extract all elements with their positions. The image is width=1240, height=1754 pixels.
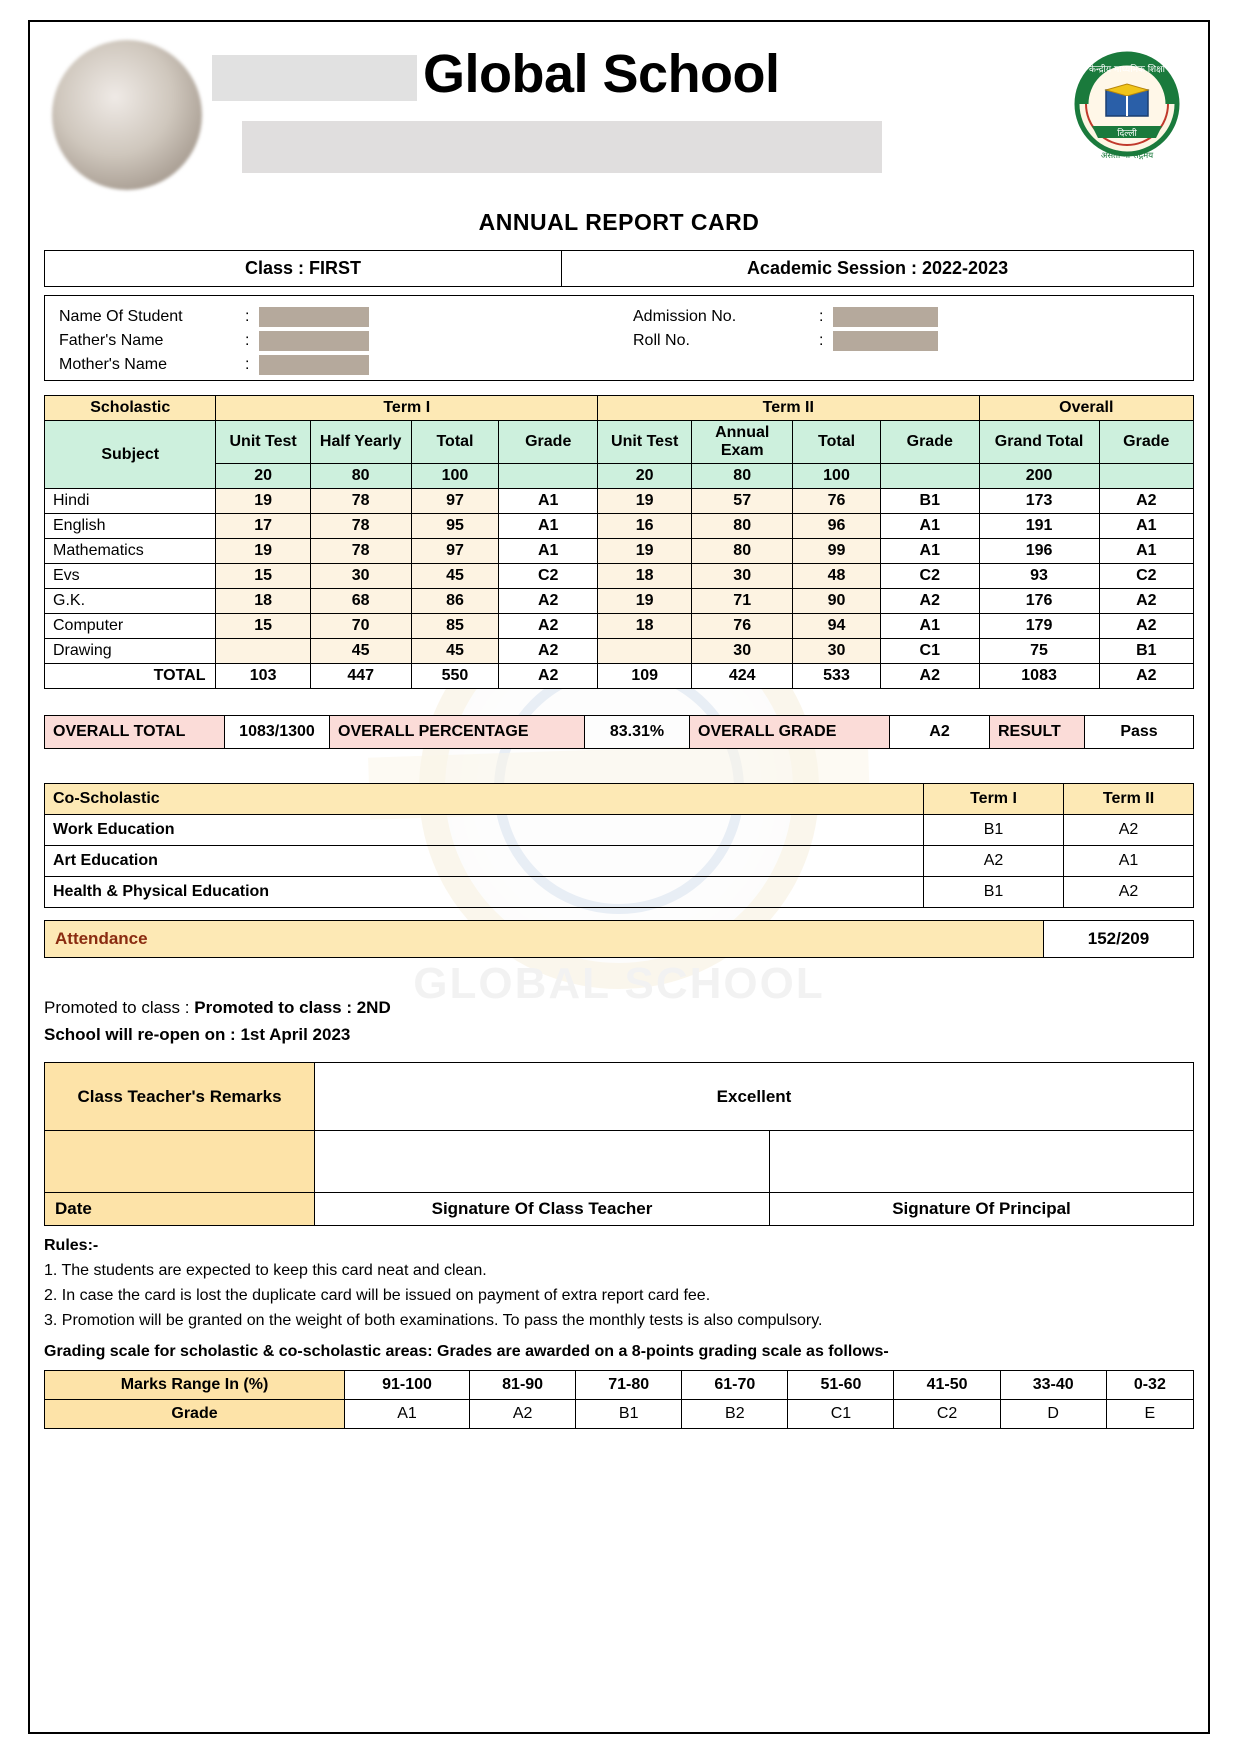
overall-grade: A2 [1099, 614, 1193, 639]
father-name-value-redacted [259, 331, 369, 351]
t1-unit: 18 [216, 589, 310, 614]
t1-unit: 15 [216, 614, 310, 639]
range-cell: 33-40 [1000, 1371, 1106, 1400]
t1-half: 68 [310, 589, 411, 614]
table-row [45, 539, 1194, 564]
principal-sign-blank[interactable] [770, 1131, 1194, 1193]
max-t2-total: 100 [793, 464, 881, 489]
subject-name: Computer [45, 614, 216, 639]
teacher-sign-label: Signature Of Class Teacher [315, 1193, 770, 1226]
svg-text:असतो मा सद्गमय: असतो मा सद्गमय [1100, 151, 1154, 161]
rule-item-1: 1. The students are expected to keep this card neat and clean. [44, 1262, 487, 1280]
student-name-label: Name Of Student [59, 308, 183, 325]
t1-unit: 19 [216, 539, 310, 564]
t2-annual: 76 [692, 614, 793, 639]
subject-name: Drawing [45, 639, 216, 664]
reopen-value: 1st April 2023 [240, 1025, 351, 1045]
overall-percentage-value: 83.31% [585, 716, 690, 749]
table-row [45, 846, 1194, 877]
grade-cell: A1 [345, 1400, 470, 1429]
co-term1-header: Term I [924, 784, 1064, 815]
max-t1-half: 80 [310, 464, 411, 489]
table-row [45, 877, 1194, 908]
max-t2-grade [880, 464, 979, 489]
subject-name: English [45, 514, 216, 539]
overall-summary-strip [44, 715, 1194, 749]
t2-total: 90 [793, 589, 881, 614]
rules-section [44, 1234, 1194, 1364]
t2-grade: A2 [880, 589, 979, 614]
t2-annual: 57 [692, 489, 793, 514]
range-cell: 81-90 [470, 1371, 576, 1400]
overall-grade: A1 [1099, 539, 1193, 564]
total-overall-grade: A2 [1099, 664, 1193, 689]
colon-4: : [819, 308, 824, 325]
t2-unit: 18 [598, 614, 692, 639]
date-cell-blank [45, 1131, 315, 1193]
table-row [45, 639, 1194, 664]
range-cell: 0-32 [1106, 1371, 1193, 1400]
admission-no-value-redacted [833, 307, 938, 327]
grade-cell: C2 [894, 1400, 1000, 1429]
marks-range-label: Marks Range In (%) [45, 1371, 345, 1400]
colon-3: : [245, 356, 250, 373]
t1-half: 45 [310, 639, 411, 664]
grand-total: 75 [979, 639, 1099, 664]
scholastic-table [44, 395, 1194, 689]
rules-title: Rules:- [44, 1237, 99, 1255]
admission-no-label: Admission No. [633, 308, 737, 325]
promoted-prefix: Promoted to class : [44, 998, 195, 1017]
subject-name: G.K. [45, 589, 216, 614]
co-term2-grade: A2 [1064, 877, 1194, 908]
co-scholastic-label: Co-Scholastic [45, 784, 924, 815]
col-t2-total: Total [793, 421, 881, 464]
max-t2-annual: 80 [692, 464, 793, 489]
t1-half: 78 [310, 539, 411, 564]
range-cell: 91-100 [345, 1371, 470, 1400]
col-t1-half-yearly: Half Yearly [310, 421, 411, 464]
t2-total: 48 [793, 564, 881, 589]
remarks-table [44, 1062, 1194, 1226]
colon-2: : [245, 332, 250, 349]
t2-annual: 30 [692, 564, 793, 589]
grand-total: 179 [979, 614, 1099, 639]
t1-total: 45 [411, 564, 499, 589]
subject-name: Evs [45, 564, 216, 589]
t2-grade: A1 [880, 539, 979, 564]
co-term2-header: Term II [1064, 784, 1194, 815]
t1-total: 45 [411, 639, 499, 664]
co-term1-grade: B1 [924, 877, 1064, 908]
t2-unit: 16 [598, 514, 692, 539]
student-info-box [44, 295, 1194, 381]
t2-grade: C1 [880, 639, 979, 664]
subject-name: Mathematics [45, 539, 216, 564]
co-scholastic-table [44, 783, 1194, 908]
result-label: RESULT [990, 716, 1085, 749]
grade-cell: B2 [682, 1400, 788, 1429]
range-cell: 61-70 [682, 1371, 788, 1400]
total-t1-half: 447 [310, 664, 411, 689]
t2-total: 96 [793, 514, 881, 539]
watermark-text: GLOBAL SCHOOL [413, 958, 825, 1008]
scholastic-section-label: Scholastic [45, 396, 216, 421]
max-t1-unit: 20 [216, 464, 310, 489]
range-cell: 71-80 [576, 1371, 682, 1400]
max-overall-grade [1099, 464, 1193, 489]
t2-annual: 80 [692, 539, 793, 564]
max-grand-total: 200 [979, 464, 1099, 489]
grading-scale-table [44, 1370, 1194, 1429]
grand-total: 191 [979, 514, 1099, 539]
grade-cell: D [1000, 1400, 1106, 1429]
father-name-label: Father's Name [59, 332, 164, 349]
page-title: ANNUAL REPORT CARD [478, 209, 760, 235]
grade-cell: C1 [788, 1400, 894, 1429]
report-card-page [28, 20, 1210, 1734]
col-t2-grade: Grade [880, 421, 979, 464]
t2-total: 76 [793, 489, 881, 514]
mother-name-value-redacted [259, 355, 369, 375]
t2-annual: 80 [692, 514, 793, 539]
overall-total-value: 1083/1300 [225, 716, 330, 749]
t1-half: 70 [310, 614, 411, 639]
mother-name-label: Mother's Name [59, 356, 167, 373]
t1-total: 86 [411, 589, 499, 614]
colon-1: : [245, 308, 250, 325]
class-label: Class : FIRST [45, 251, 562, 287]
t2-grade: B1 [880, 489, 979, 514]
col-t1-total: Total [411, 421, 499, 464]
remarks-label: Class Teacher's Remarks [45, 1063, 315, 1131]
term1-header: Term I [216, 396, 598, 421]
col-t2-unit-test: Unit Test [598, 421, 692, 464]
t1-grade: A2 [499, 614, 598, 639]
t2-unit: 19 [598, 589, 692, 614]
date-label: Date [45, 1193, 315, 1226]
col-grand-total: Grand Total [979, 421, 1099, 464]
grade-cell: B1 [576, 1400, 682, 1429]
t2-unit: 19 [598, 539, 692, 564]
rule-item-3: 3. Promotion will be granted on the weight of both examinations. To pass the monthly tests is also compulsory. [44, 1311, 823, 1329]
t1-grade: A2 [499, 589, 598, 614]
grade-cell: E [1106, 1400, 1193, 1429]
t1-total: 95 [411, 514, 499, 539]
co-term1-grade: B1 [924, 815, 1064, 846]
class-session-band [44, 250, 1194, 287]
svg-text:केन्द्रीय माध्यमिक शिक्षा: केन्द्रीय माध्यमिक शिक्षा [1089, 65, 1165, 75]
total-t2-annual: 424 [692, 664, 793, 689]
total-t2-grade: A2 [880, 664, 979, 689]
t2-unit: 19 [598, 489, 692, 514]
t2-annual: 30 [692, 639, 793, 664]
cbse-logo-icon [1066, 46, 1188, 168]
table-row [45, 815, 1194, 846]
table-row [45, 489, 1194, 514]
total-t1-total: 550 [411, 664, 499, 689]
overall-grade: C2 [1099, 564, 1193, 589]
overall-grade-label: OVERALL GRADE [690, 716, 890, 749]
student-photo [52, 40, 202, 190]
t1-grade: C2 [499, 564, 598, 589]
co-term2-grade: A2 [1064, 815, 1194, 846]
overall-grade: A1 [1099, 514, 1193, 539]
t1-grade: A1 [499, 514, 598, 539]
term2-header: Term II [598, 396, 980, 421]
grand-total: 93 [979, 564, 1099, 589]
principal-sign-label: Signature Of Principal [770, 1193, 1194, 1226]
overall-grade-value: A2 [890, 716, 990, 749]
table-row [45, 564, 1194, 589]
overall-percentage-label: OVERALL PERCENTAGE [330, 716, 585, 749]
co-term1-grade: A2 [924, 846, 1064, 877]
t1-unit: 19 [216, 489, 310, 514]
overall-total-label: OVERALL TOTAL [45, 716, 225, 749]
promotion-section [44, 994, 1194, 1048]
total-row [45, 664, 1194, 689]
student-name-value-redacted [259, 307, 369, 327]
attendance-row [44, 920, 1194, 958]
t2-grade: A1 [880, 614, 979, 639]
total-t2-total: 533 [793, 664, 881, 689]
grade-row-label: Grade [45, 1400, 345, 1429]
t2-unit [598, 639, 692, 664]
t2-total: 99 [793, 539, 881, 564]
t2-grade: C2 [880, 564, 979, 589]
t1-grade: A2 [499, 639, 598, 664]
colon-5: : [819, 332, 824, 349]
svg-text:दिल्ली: दिल्ली [1117, 129, 1137, 139]
total-label: TOTAL [45, 664, 216, 689]
reopen-label: School will re-open on : [44, 1025, 241, 1045]
grade-cell: A2 [470, 1400, 576, 1429]
t1-total: 85 [411, 614, 499, 639]
total-grand-total: 1083 [979, 664, 1099, 689]
overall-grade: A2 [1099, 489, 1193, 514]
redacted-block-address [242, 121, 882, 173]
grading-note: Grading scale for scholastic & co-scholastic areas: Grades are awarded on a 8-points grading scale as follows- [44, 1342, 889, 1360]
remarks-value: Excellent [315, 1063, 1194, 1131]
t2-grade: A1 [880, 514, 979, 539]
teacher-sign-blank[interactable] [315, 1131, 770, 1193]
t2-total: 30 [793, 639, 881, 664]
max-t2-unit: 20 [598, 464, 692, 489]
t1-total: 97 [411, 539, 499, 564]
t1-half: 78 [310, 489, 411, 514]
session-label: Academic Session : 2022-2023 [562, 251, 1194, 287]
t1-grade: A1 [499, 539, 598, 564]
rule-item-2: 2. In case the card is lost the duplicate card will be issued on payment of extra report card fee. [44, 1286, 711, 1304]
t1-half: 30 [310, 564, 411, 589]
t1-grade: A1 [499, 489, 598, 514]
t2-annual: 71 [692, 589, 793, 614]
grand-total: 176 [979, 589, 1099, 614]
subject-name: Hindi [45, 489, 216, 514]
grand-total: 196 [979, 539, 1099, 564]
result-value: Pass [1085, 716, 1194, 749]
col-overall-grade: Grade [1099, 421, 1193, 464]
range-cell: 51-60 [788, 1371, 894, 1400]
overall-grade: A2 [1099, 589, 1193, 614]
table-row [45, 514, 1194, 539]
col-t1-grade: Grade [499, 421, 598, 464]
t1-unit [216, 639, 310, 664]
overall-grade: B1 [1099, 639, 1193, 664]
co-activity-name: Art Education [45, 846, 924, 877]
redacted-block-left [212, 55, 417, 101]
t1-total: 97 [411, 489, 499, 514]
t2-total: 94 [793, 614, 881, 639]
table-row [45, 589, 1194, 614]
total-t2-unit: 109 [598, 664, 692, 689]
col-t2-annual-exam: Annual Exam [692, 421, 793, 464]
max-t1-grade [499, 464, 598, 489]
page-header [30, 22, 1208, 207]
roll-no-value-redacted [833, 331, 938, 351]
co-activity-name: Health & Physical Education [45, 877, 924, 908]
attendance-label: Attendance [45, 921, 1044, 958]
attendance-value: 152/209 [1044, 921, 1194, 958]
subject-header: Subject [45, 421, 216, 489]
roll-no-label: Roll No. [633, 332, 690, 349]
co-term2-grade: A1 [1064, 846, 1194, 877]
t1-unit: 15 [216, 564, 310, 589]
t2-unit: 18 [598, 564, 692, 589]
promoted-value: Promoted to class : 2ND [194, 998, 391, 1017]
grand-total: 173 [979, 489, 1099, 514]
total-t1-grade: A2 [499, 664, 598, 689]
t1-half: 78 [310, 514, 411, 539]
table-row [45, 614, 1194, 639]
total-t1-unit: 103 [216, 664, 310, 689]
max-t1-total: 100 [411, 464, 499, 489]
co-activity-name: Work Education [45, 815, 924, 846]
school-name: Global School [423, 44, 780, 104]
range-cell: 41-50 [894, 1371, 1000, 1400]
col-t1-unit-test: Unit Test [216, 421, 310, 464]
t1-unit: 17 [216, 514, 310, 539]
overall-header: Overall [979, 396, 1193, 421]
